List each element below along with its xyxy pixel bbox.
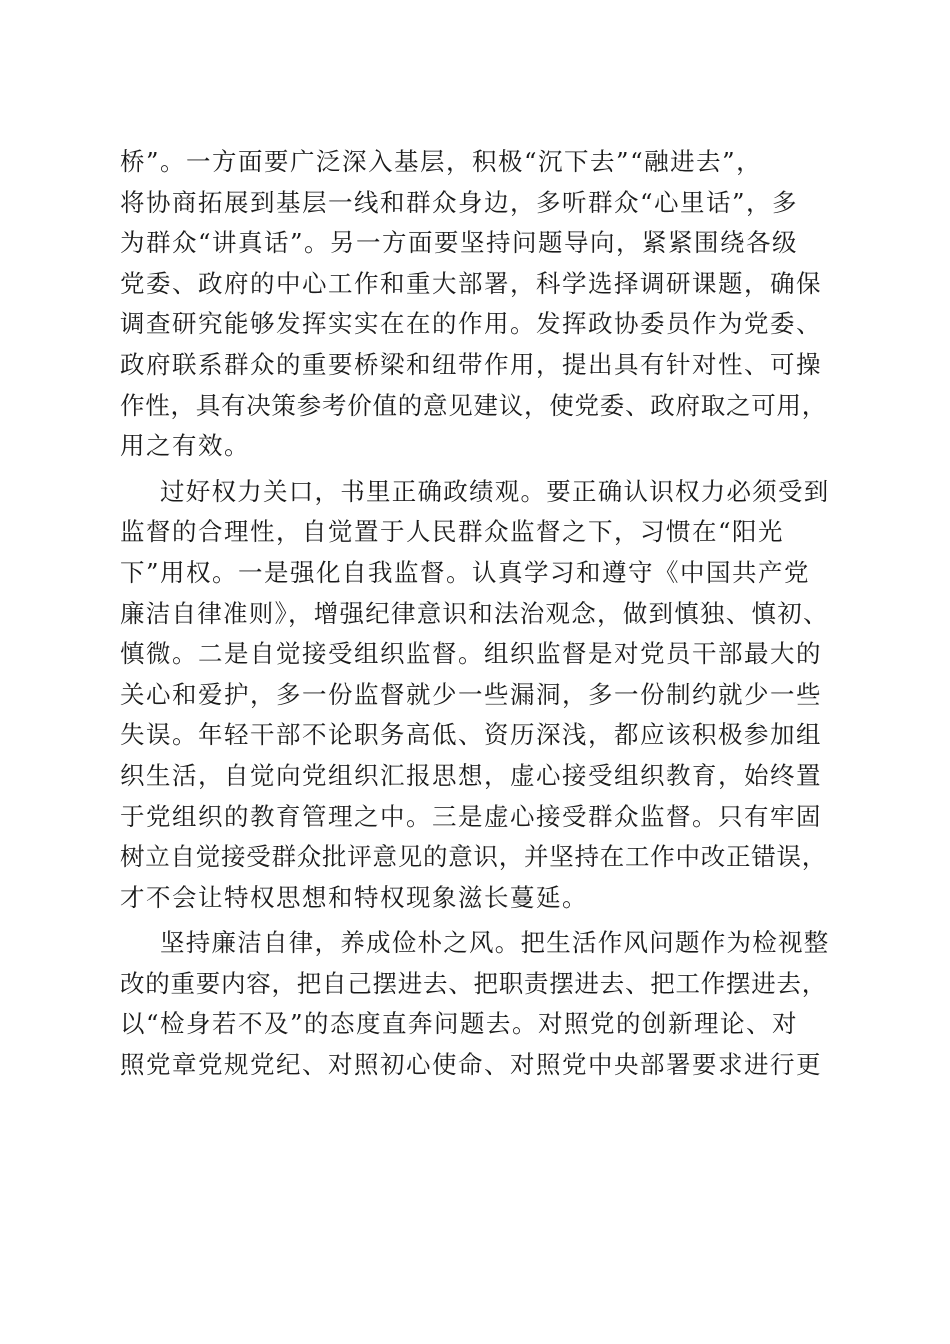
text-line: 改的重要内容，把自己摆进去、把职责摆进去、把工作摆进去， [120, 968, 827, 998]
text-line: 廉洁自律准则》，增强纪律意识和法治观念，做到慎独、慎初、 [120, 598, 829, 628]
text-line: 织生活，自觉向党组织汇报思想，虚心接受组织教育，始终置 [120, 760, 822, 790]
text-line: 下”用权。一是强化自我监督。认真学习和遵守《中国共产党 [120, 557, 811, 587]
text-line: 作性，具有决策参考价值的意见建议，使党委、政府取之可用， [120, 390, 827, 420]
text-line: 慎微。二是自觉接受组织监督。组织监督是对党员干部最大的 [120, 639, 822, 669]
text-line: 树立自觉接受群众批评意见的意识，并坚持在工作中改正错误， [120, 842, 827, 872]
text-line: 党委、政府的中心工作和重大部署，科学选择调研课题，确保 [120, 268, 822, 298]
text-line: 以“检身若不及”的态度直奔问题去。对照党的创新理论、对 [120, 1009, 799, 1039]
text-line: 照党章党规党纪、对照初心使命、对照党中央部署要求进行更 [120, 1050, 822, 1080]
text-line: 关心和爱护，多一份监督就少一些漏洞，多一份制约就少一些 [120, 679, 822, 709]
text-line: 将协商拓展到基层一线和群众身边，多听群众“心里话”，多 [120, 187, 799, 217]
text-line: 为群众“讲真话”。另一方面要坚持问题导向，紧紧围绕各级 [120, 228, 799, 258]
paragraph-first-line: 坚持廉洁自律，养成俭朴之风。把生活作风问题作为检视整 [160, 928, 830, 958]
text-line: 于党组织的教育管理之中。三是虚心接受群众监督。只有牢固 [120, 801, 822, 831]
paragraph-first-line: 过好权力关口，书里正确政绩观。要正确认识权力必须受到 [160, 476, 830, 506]
text-line: 调查研究能够发挥实实在在的作用。发挥政协委员作为党委、 [120, 309, 822, 339]
text-line: 用之有效。 [120, 431, 250, 461]
text-line: 桥”。一方面要广泛深入基层，积极“沉下去”“融进去”， [120, 147, 763, 176]
text-line: 才不会让特权思想和特权现象滋长蔓延。 [120, 882, 588, 912]
text-line: 监督的合理性，自觉置于人民群众监督之下，习惯在“阳光 [120, 517, 785, 547]
text-line: 政府联系群众的重要桥梁和纽带作用，提出具有针对性、可操 [120, 349, 822, 379]
text-line: 失误。年轻干部不论职务高低、资历深浅，都应该积极参加组 [120, 720, 822, 750]
body-text [120, 142, 832, 1086]
